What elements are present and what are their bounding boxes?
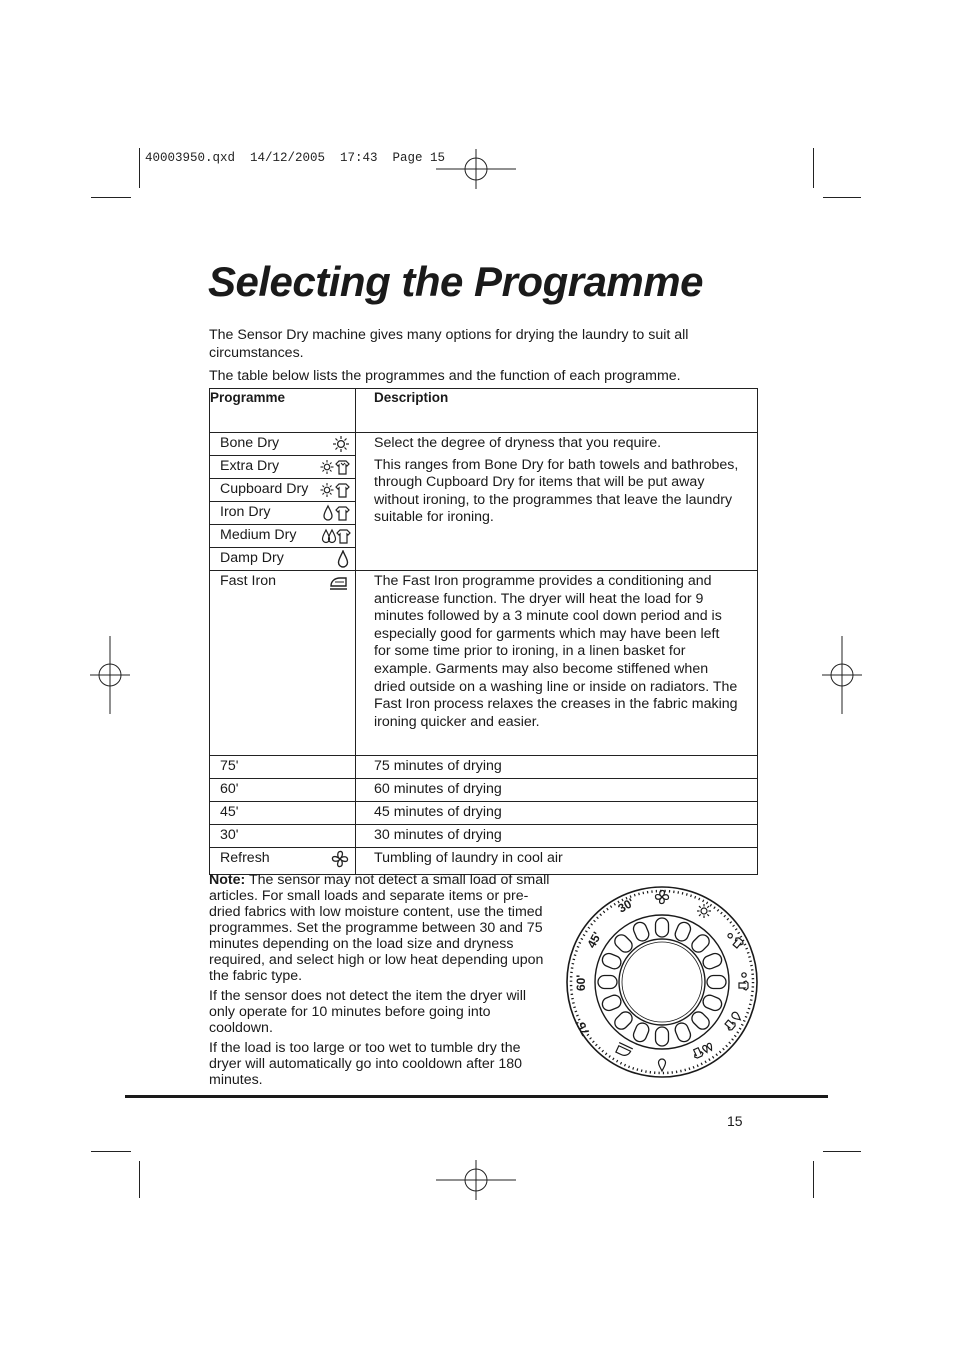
programme-name: Medium Dry: [220, 527, 297, 543]
drop-shirt-icon: [322, 504, 350, 522]
fan-icon: [327, 850, 349, 868]
programme-header: Programme: [210, 389, 356, 433]
dial-center: [619, 939, 705, 1025]
dial-grip: [632, 1021, 651, 1044]
programme-name: Iron Dry: [220, 504, 271, 520]
dial-label-45: 45': [584, 929, 605, 951]
dial-label-60: 60': [574, 974, 588, 991]
table-row: [210, 433, 758, 456]
registration-mark-right: [822, 636, 862, 714]
sun-icon: [327, 435, 349, 453]
drop-icon: [659, 1059, 666, 1071]
registration-mark-left: [90, 636, 130, 714]
table-row: [210, 802, 758, 825]
dial-label-75: 75': [572, 1017, 593, 1039]
table-row: [210, 571, 758, 756]
iron-icon: [327, 573, 349, 591]
programme-name: 60': [210, 779, 356, 802]
note-label: Note:: [209, 872, 246, 888]
dry-programmes-description: [356, 433, 758, 571]
dial-grip: [701, 993, 724, 1012]
dial-grip: [656, 918, 669, 937]
dial-grip: [701, 952, 724, 971]
sun-shirt-plus-icon: [319, 458, 351, 476]
description-paragraph: This ranges from Bone Dry for bath towels and bathrobes, through Cupboard Dry for items that will be put away without ironing, to the programmes that leave the laundry suitable for ironing.: [374, 456, 739, 526]
page-number: 15: [727, 1113, 743, 1129]
iron-icon: [615, 1043, 633, 1058]
dial-grip: [707, 976, 726, 989]
table-row: [210, 848, 758, 875]
registration-mark-bottom: [436, 1160, 516, 1200]
dial-grip: [673, 1021, 692, 1044]
programme-description: 30 minutes of drying: [356, 825, 758, 848]
programme-description: 45 minutes of drying: [356, 802, 758, 825]
intro-paragraph-1: The Sensor Dry machine gives many options for drying the laundry to suit all circumstances.: [209, 327, 689, 361]
registration-mark-top: [436, 149, 516, 189]
intro-paragraph-2: The table below lists the programmes and the function of each programme.: [209, 368, 681, 384]
programme-name: 45': [210, 802, 356, 825]
sun-icon: [697, 904, 711, 918]
dial-grip: [656, 1027, 669, 1046]
note-section: [209, 872, 554, 1092]
drops-shirt-icon: [692, 1042, 714, 1059]
programme-name: Fast Iron: [220, 573, 276, 589]
note-paragraph: Note: The sensor may not detect a small load of small articles. For small loads and separate items or pre-dried fabrics with low moisture content, use the timed programmes. Set the programme between 30 and 75 minutes depending on the load size and dryness required, and select high or low heat depending upon the fabric type.: [209, 872, 550, 984]
dial-label-30: 30': [615, 895, 637, 916]
note-paragraph: If the load is too large or too wet to tumble dry the dryer will automatically go into cooldown after 180 minutes.: [209, 1040, 523, 1088]
fast-iron-description: The Fast Iron programme provides a conditioning and anticrease function. The dryer will heat the load for 9 minutes followed by a 3 minute cool down period and is especially good for garments which may have been left for some time prior to ironing, in a linen basket for example. Garments may also become stiffened when dried outside on a washing line or inside on radiators. The Fast Iron process relaxes the creases in the fabric making ironing quicker and easier.: [356, 571, 758, 756]
programme-description: 60 minutes of drying: [356, 779, 758, 802]
table-row: [210, 825, 758, 848]
programme-name: Damp Dry: [220, 550, 284, 566]
dial-grip: [632, 920, 651, 943]
table-header-row: [210, 389, 758, 433]
programme-name: Refresh: [220, 850, 270, 866]
dial-grip: [600, 993, 623, 1012]
note-paragraph: If the sensor does not detect the item the dryer will only operate for 10 minutes before going into cooldown.: [209, 988, 527, 1036]
table-row: [210, 779, 758, 802]
programme-dial-illustration: [563, 883, 761, 1081]
programme-name: Extra Dry: [220, 458, 280, 474]
drop-icon: [327, 550, 349, 568]
programme-name: 75': [210, 756, 356, 779]
print-slug: 40003950.qxd 14/12/2005 17:43 Page 15: [145, 151, 446, 165]
dial-grip: [600, 952, 623, 971]
sun-shirt-plus-icon: [725, 931, 744, 949]
programme-description: Tumbling of laundry in cool air: [356, 848, 758, 875]
page-title: Selecting the Programme: [208, 258, 703, 305]
programme-description: 75 minutes of drying: [356, 756, 758, 779]
sun-shirt-icon: [739, 973, 748, 990]
dial-grip: [598, 976, 617, 989]
table-row: [210, 756, 758, 779]
sun-shirt-icon: [320, 481, 350, 499]
programme-name: 30': [210, 825, 356, 848]
dial-grips: [598, 918, 726, 1046]
programme-table: [209, 388, 758, 875]
fan-icon: [655, 890, 668, 903]
drops-shirt-icon: [321, 527, 351, 545]
programme-name: Cupboard Dry: [220, 481, 309, 497]
description-paragraph: Select the degree of dryness that you require.: [374, 435, 662, 451]
description-header: Description: [356, 389, 758, 433]
programme-name: Bone Dry: [220, 435, 280, 451]
dial-grip: [673, 920, 692, 943]
footer-rule: [125, 1095, 828, 1098]
